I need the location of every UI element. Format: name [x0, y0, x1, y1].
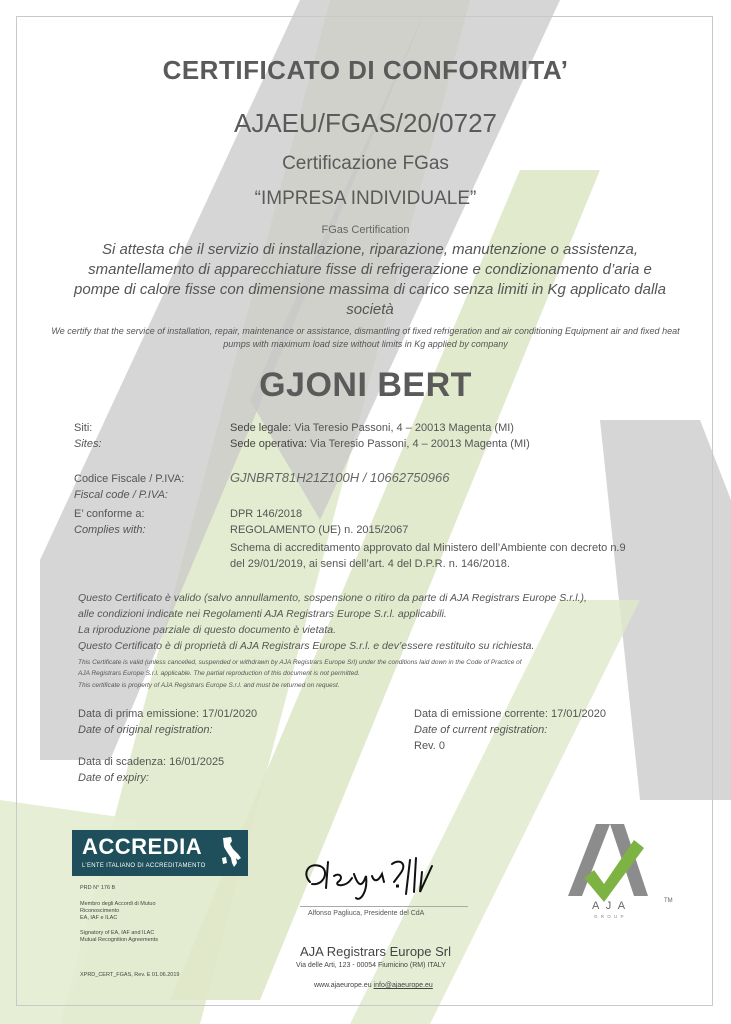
expiry-label-en: Date of expiry: [78, 772, 149, 784]
issuer-contacts [314, 982, 433, 989]
operative-seat-label: Sede operativa: [230, 438, 308, 450]
italy-map-icon [219, 836, 243, 870]
mutual-line2: Riconoscimento [80, 908, 120, 914]
fiscal-code-label-en: Fiscal code / P.IVA: [74, 489, 168, 501]
current-issue-value: 17/01/2020 [550, 708, 607, 720]
certificate-title: CERTIFICATO DI CONFORMITA’ [162, 55, 569, 85]
signature-line [300, 906, 468, 907]
note-conditions: alle condizioni indicate nei Regolamenti AJA Registrars Europe S.r.l. applicabili. [78, 608, 447, 620]
note-validity: Questo Certificato è valido (salvo annullamento, sospensione o ritiro da parte di AJA Registrars Europe S.r.l.), [78, 592, 587, 604]
aja-logo-tm: TM [664, 898, 673, 904]
certification-scheme-en: FGas Certification [321, 224, 410, 236]
complies-scheme-line1: Schema di accreditamento approvato dal Ministero dell’Ambiente con decreto n.9 [230, 542, 626, 554]
certification-scheme: Certificazione FGas [282, 153, 449, 174]
sites-label: Siti: [74, 422, 93, 434]
legal-seat [230, 421, 514, 436]
complies-scheme-line2: del 29/01/2019, ai sensi dell’art. 4 del D.P.R. n. 146/2018. [230, 558, 510, 570]
mutual-line3: EA, IAF e ILAC [80, 915, 118, 921]
accredia-name: ACCREDIA [82, 834, 203, 859]
company-name: GJONI BERT [259, 366, 472, 404]
accredia-subtitle: L’ENTE ITALIANO DI ACCREDITAMENTO [82, 863, 206, 869]
complies-regulation: REGOLAMENTO (UE) n. 2015/2067 [230, 524, 409, 536]
first-issue-date [78, 706, 257, 722]
signatory-line2: Mutual Recognition Agreements [80, 937, 158, 943]
issuer-address: Via delle Arti, 123 - 00054 Fiumicino (RM) ITALY [296, 962, 446, 969]
issuer-website-link[interactable]: www.ajaeurope.eu [314, 982, 372, 989]
company-type: “IMPRESA INDIVIDUALE” [254, 188, 477, 209]
prd-number: PRD N° 176 B [80, 885, 116, 891]
complies-label-en: Complies with: [74, 524, 146, 536]
issuer-email-link[interactable]: info@ajaeurope.eu [373, 982, 433, 989]
signatory-line1: Signatory of EA, IAF and ILAC [80, 930, 155, 936]
fiscal-code-value: GJNBRT81H21Z100H / 10662750966 [230, 470, 450, 485]
form-code: XPRD_CERT_FGAS, Rev. E 01.06.2019 [80, 972, 180, 978]
complies-label: E’ conforme a: [74, 508, 145, 520]
intro-italian: Si attesta che il servizio di installazione, riparazione, manutenzione o assistenza, smantellamento di apparecchiature fisse di refrigerazione e condizionamento d’aria e pompe di calore fisse con dimensione massima di carico senza limiti in Kg applicato dalla società [74, 241, 666, 318]
certificate-number: AJAEU/FGAS/20/0727 [233, 108, 498, 138]
note-en-reproduction: AJA Registrars Europe S.r.l. applicable. The partial reproduction of this document is not permitted. [78, 670, 360, 677]
signer-name: Alfonso Pagliuca, Presidente del CdA [308, 910, 425, 917]
fiscal-code-label: Codice Fiscale / P.IVA: [74, 473, 185, 485]
expiry-label: Data di scadenza: [78, 756, 167, 768]
mutual-line1: Membro degli Accordi di Mutuo [80, 901, 156, 907]
intro-english: We certify that the service of installation, repair, maintenance or assistance, dismantling of fixed refrigeration and air conditioning Equipment air and fixed heat pumps with maximum load size without limits in Kg applied by company [51, 326, 680, 349]
note-en-property: This certificate is property of AJA Registrars Europe S.r.l. and must be returned on request. [78, 682, 340, 689]
issuer-name: AJA Registrars Europe Srl [300, 944, 452, 959]
note-en-validity: This Certificate is valid (unless cancelled, suspended or withdrawn by AJA Registrars Europe Srl) under the conditions laid down in the Code of Practice of [78, 659, 522, 666]
aja-logo-group: G R O U P [594, 914, 625, 919]
first-issue-label: Data di prima emissione: [78, 708, 200, 720]
aja-logo-icon [560, 822, 680, 912]
note-property: Questo Certificato è di proprietà di AJA Registrars Europe S.r.l. e dev’essere restituito su richiesta. [78, 640, 535, 652]
operative-seat-value: Via Teresio Passoni, 4 – 20013 Magenta (MI) [310, 438, 530, 450]
legal-seat-label: Sede legale: [230, 422, 292, 434]
expiry-value: 16/01/2025 [169, 756, 225, 768]
sites-label-en: Sites: [74, 438, 102, 450]
revision: Rev. 0 [414, 740, 445, 752]
accredia-logo [72, 830, 248, 876]
current-issue-label: Data di emissione corrente: [414, 708, 548, 720]
note-reproduction: La riproduzione parziale di questo documento è vietata. [78, 624, 336, 636]
current-issue-label-en: Date of current registration: [414, 724, 548, 736]
current-issue-date [414, 706, 606, 722]
complies-dpr: DPR 146/2018 [230, 508, 303, 520]
first-issue-label-en: Date of original registration: [78, 724, 213, 736]
operative-seat [230, 437, 530, 452]
aja-logo-letters: A J A [592, 900, 628, 912]
first-issue-value: 17/01/2020 [202, 708, 258, 720]
expiry-date [78, 754, 224, 770]
signature-image [300, 852, 470, 904]
legal-seat-value: Via Teresio Passoni, 4 – 20013 Magenta (MI) [294, 422, 514, 434]
